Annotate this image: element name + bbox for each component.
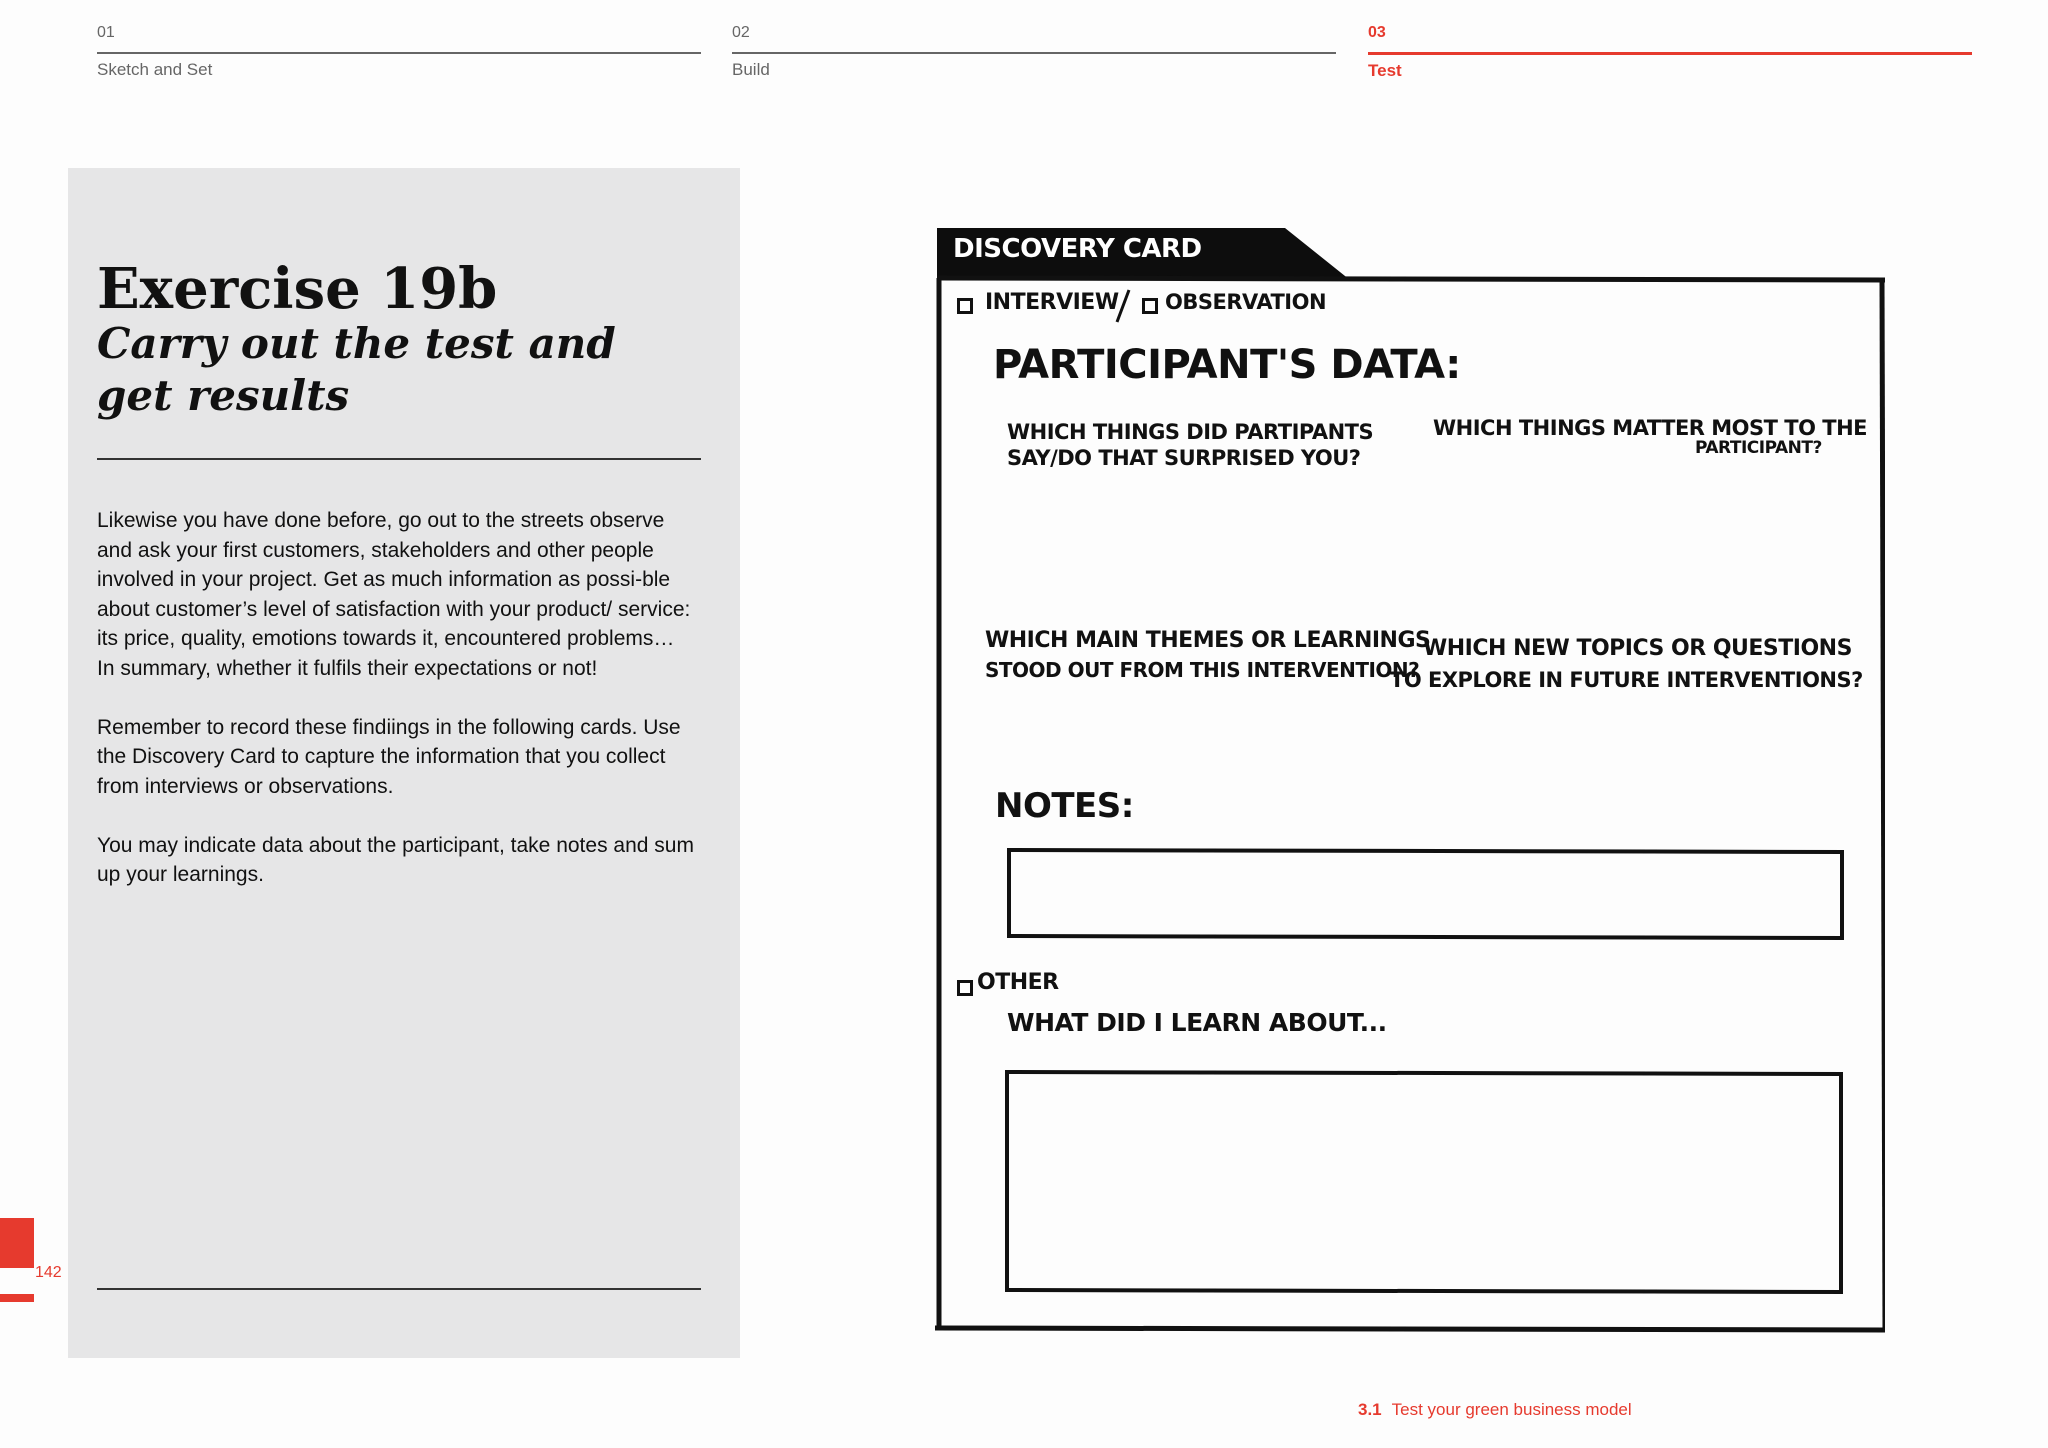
question-3-line-1: WHICH MAIN THEMES OR LEARNINGS [985, 628, 1431, 653]
step-number: 01 [97, 24, 115, 41]
step-label: Build [732, 60, 770, 79]
section-footer [1358, 1400, 1632, 1420]
step-rule-active [1368, 52, 1972, 55]
card-tab-label: DISCOVERY CARD [953, 234, 1202, 264]
step-number: 02 [732, 24, 750, 41]
divider [97, 1288, 701, 1290]
question-4-line-2: TO EXPLORE IN FUTURE INTERVENTIONS? [1390, 668, 1863, 692]
step-sketch-and-set[interactable] [97, 22, 701, 80]
exercise-title: Exercise 19b [97, 256, 498, 322]
other-label: OTHER [977, 970, 1059, 995]
other-checkbox [957, 980, 973, 996]
question-2-line-2: PARTICIPANT? [1695, 438, 1822, 458]
observation-label: OBSERVATION [1165, 290, 1327, 314]
divider [97, 458, 701, 460]
step-label: Test [1368, 61, 1402, 80]
step-rule [732, 52, 1336, 54]
question-2-line-1: WHICH THINGS MATTER MOST TO THE [1433, 416, 1868, 440]
card-outline [925, 222, 1885, 1334]
participants-data-heading: PARTICIPANT'S DATA: [993, 342, 1461, 388]
step-build[interactable] [732, 22, 1336, 80]
step-test[interactable] [1368, 22, 1972, 81]
section-number: 3.1 [1358, 1400, 1382, 1419]
step-number: 03 [1368, 24, 1386, 41]
section-title: Test your green business model [1391, 1400, 1632, 1419]
question-4-line-1: WHICH NEW TOPICS OR QUESTIONS [1423, 636, 1852, 661]
question-3-line-2: STOOD OUT FROM THIS INTERVENTION? [985, 658, 1420, 682]
exercise-body [97, 506, 697, 919]
page-edge-tab-small [0, 1294, 34, 1302]
observation-checbox [1142, 298, 1158, 314]
step-rule [97, 52, 701, 54]
page-number: 142 [35, 1264, 62, 1281]
page-edge-tab [0, 1218, 34, 1268]
question-1-line-2: SAY/DO THAT SURPRISED YOU? [1007, 446, 1361, 470]
discovery-card [925, 222, 1885, 1334]
body-paragraph: Likewise you have done before, go out to the streets observe and ask your first customers, stakeholders and other people involved in your project. Get as much information as possi-ble about customer’s level of satisfaction with your product/ service: its price, quality, emotions towards it, encountered problems… In summary, whether it fulfils their expectations or not! [97, 509, 691, 680]
step-label: Sketch and Set [97, 60, 213, 79]
body-paragraph: You may indicate data about the participant, take notes and sum up your learnings. [97, 833, 694, 886]
exercise-panel [68, 168, 740, 1358]
interview-label: INTERVIEW [985, 290, 1119, 315]
body-paragraph: Remember to record these findiings in the following cards. Use the Discovery Card to capture the information that you collect from interviews or observations. [97, 715, 681, 798]
question-1-line-1: WHICH THINGS DID PARTIPANTS [1007, 420, 1374, 444]
learn-heading: WHAT DID I LEARN ABOUT... [1007, 1008, 1387, 1037]
notes-heading: NOTES: [995, 786, 1134, 826]
interview-checkbox [957, 298, 973, 314]
exercise-subtitle: Carry out the test and get results [97, 319, 616, 420]
